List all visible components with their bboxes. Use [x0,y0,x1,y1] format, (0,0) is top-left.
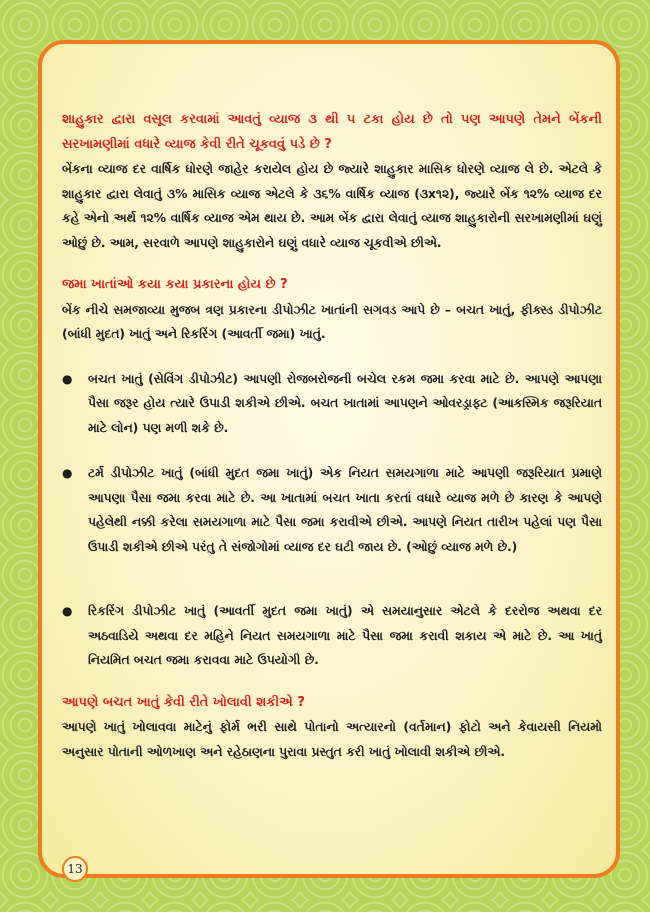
answer-open-account: આપણે ખાતું ખોલાવવા માટેનું ફોર્મ ભરી સાથે પોતાનો અત્યારનો (વર્તમાન) ફોટો અને કેવાયસી નિયમો અનુસાર પોતાની ઓળખાણ અને રહેઠાણના પુરાવા પ્રસ્તુત કરી ખાતું ખોલાવી શકીએ છીએ. [62,720,602,759]
bullet-icon: ● [62,371,73,386]
answer-interest: બેંકના વ્યાજ દર વાર્ષિક ધોરણે જાહેર કરાયેલ હોય છે જ્યારે શાહુકાર માસિક ધોરણે વ્યાજ લે છે. એટલે કે શાહુકાર દ્વારા લેવાતું ૩% માસિક વ્યાજ એટલે કે ૩૬% વાર્ષિક વ્યાજ (૩x૧૨), જ્યારે બેંક ૧૨% વ્યાજ દર કહે એનો અર્થ ૧૨% વાર્ષિક વ્યાજ એમ થાય છે. આમ બેંક દ્વારા લેવાતું વ્યાજ શાહુકારોની સરખામણીમાં ઘણું ઓછું છે. આમ, સરવાળે આપણે શાહુકારોને ઘણું વધારે વ્યાજ ચૂકવીએ છીએ. [62,162,602,250]
page-number: 13 [62,856,88,882]
list-item-term-deposit [62,461,602,559]
question-heading-deposit-types: જમા ખાતાંઓ કયા કયા પ્રકારના હોય છે ? [62,277,288,292]
question-heading-open-account: આપણે બચત ખાતું કેવી રીતે ખોલાવી શકીએ ? [62,694,305,710]
desc-recurring: એ સમયાનુસાર એટલે કે દરરોજ અથવા દર અઠવાડિયે અથવા દર મહિને નિયત સમયગાળા માટે પૈસા જમા કરાવી શકાય એ માટે છે. આ ખાતું નિયમિત બચત જમા કરાવવા માટે ઉપયોગી છે. [88,604,602,667]
bullet-icon: ● [62,466,73,480]
list-item-savings [62,367,602,441]
term-savings: બચત ખાતું (સેવિંગ ડીપોઝીટ) [88,371,238,386]
bullet-icon: ● [62,604,73,618]
page-content [62,88,602,764]
desc-term-deposit: એક નિયત સમયગાળા માટે આપણી જરૂરિયાત પ્રમાણે આપણા પૈસા જમા કરવા માટે છે. આ ખાતામાં બચત ખાતા કરતાં વધારે વ્યાજ મળે છે કારણ કે આપણે પહેલેથી નક્કી કરેલા સમયગાળા માટે પૈસા જમા કરાવીએ છીએ. આપણે નિયત તારીખ પહેલાં પણ પૈસા ઉપાડી શકીએ છીએ પરંતુ તે સંજોગોમાં વ્યાજ દર ઘટી જાય છે. (ઓછું વ્યાજ મળે છે.) [88,466,602,554]
question-heading-interest: શાહુકાર દ્વારા વસૂલ કરવામાં આવતું વ્યાજ ૩ થી ૫ ટકા હોય છે તો પણ આપણે તેમને બેંકની સરખામણીમાં વધારે વ્યાજ કેવી રીતે ચૂકવવું પડે છે ? [62,112,602,152]
answer-deposit-types: બેંક નીચે સમજાવ્યા મુજબ ત્રણ પ્રકારના ડીપોઝીટ ખાતાંની સગવડ આપે છે – બચત ખાતું, ફીક્સ્ડ ડીપોઝીટ (બાંધી મુદત) ખાતું અને રિકરિંગ (આવર્તી જમા) ખાતું. [62,302,602,341]
deposit-types-list [62,367,602,673]
term-term-deposit: ટર્મ ડીપોઝીટ ખાતું (બાંધી મુદત જમા ખાતું) [88,466,314,480]
desc-savings: આપણી રોજબરોજની બચેલ રકમ જમા કરવા માટે છે. આપણે આપણા પૈસા જરૂર હોય ત્યારે ઉપાડી શકીએ છીએ. બચત ખાતામાં આપણને ઓવરડ્રાફ્ટ (આકસ્મિક જરૂરિયાત માટે લોન) પણ મળી શકે છે. [88,371,603,435]
term-recurring: રિકરિંગ ડીપોઝીટ ખાતું (આવર્તી મુદત જમા ખાતું) [88,604,353,618]
list-item-recurring [62,599,602,673]
